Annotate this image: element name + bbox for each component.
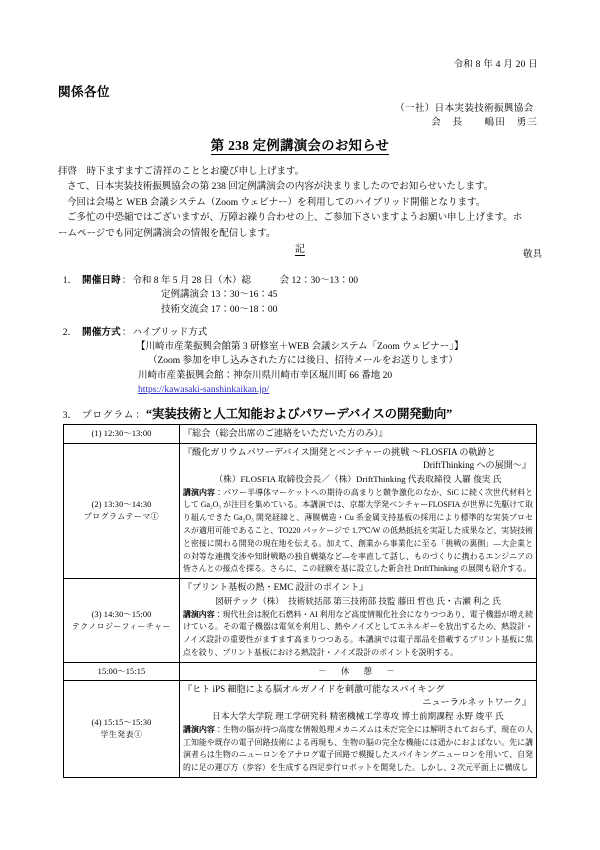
program-slot-2	[64, 443, 180, 579]
item-datetime	[58, 274, 558, 317]
table-row	[64, 443, 537, 579]
program-title-2-line1: 『酸化ガリウムパワーデバイス開発とベンチャーの挑戦 ～FLOSFIA の軌跡と	[183, 446, 496, 457]
program-title-4	[183, 683, 533, 710]
table-row	[64, 425, 537, 444]
greeting-line-4: ご多忙の中恐縮ではございますが、万障お繰り合わせの上、ご参加下さいますようお願い申し上げます。ホ	[67, 213, 523, 224]
program-title-1: 『総会（総会出席のご連絡をいただいた方のみ）』	[183, 428, 388, 438]
program-speaker-3: 図研テック（株） 技術統括部 第三技術部 技監 藤田 哲也 氏・古瀬 利之 氏	[215, 595, 501, 606]
program-slot-3	[64, 579, 180, 663]
issuer-organization: （一社）日本実装技術振興協会	[395, 103, 534, 114]
item-datetime-value: 令和 8 年 5 月 28 日（木）総 会 12：30～13：00	[132, 276, 358, 286]
table-row	[64, 680, 537, 777]
program-speaker-4: 日本大学大学院 理工学研究科 精密機械工学専攻 博士前期課程 永野 竣平 氏	[212, 711, 504, 722]
ki-mark-text: 記	[295, 244, 305, 255]
info-items	[58, 274, 558, 406]
program-title-3: 『プリント基板の熱・EMC 設計のポイント』	[183, 582, 369, 593]
program-slot-2-time: (2) 13:30～14:30	[91, 500, 152, 510]
item-program-heading	[58, 405, 452, 424]
issuer-block	[395, 102, 538, 131]
item-format-line2: 【川崎市産業振興会館第 3 研修室＋WEB 会議システム「Zoom ウェビナー」】	[136, 342, 464, 352]
program-slot-1	[64, 425, 180, 444]
item-datetime-label: 開催日時	[82, 276, 121, 286]
program-abstract-3-text: ：現代社会は脱化石燃料・AI 利用など高度情報化社会になりつつあり、電子機器が増え続けている。その電子機器は電気を利用し、熱やノイズとしてエネルギーを放出するため、熱設計・ノイズ設計の重要性がますます高まりつつある。本講演では電子部品を搭載するプリント基板に焦点を絞り、プリント基板における熱設計・ノイズ設計のポイントを説明する。	[183, 609, 533, 658]
program-abstract-4-text: ：生物の脳が持つ高度な情報処理メカニズムは未だ完全には解明されておらず、現在の人工知能や既存の電子回路技術による再現も、生物の脳の完全な機能には遥かにおよばない。先に講演者らは生物のニューロンをアナログ電子回路で模擬したスパイキングニューロンを用いて、自発的に足の運び方（歩容）を生成する四足歩行ロボットを開発した。しかし、2 次元平面上に構成し	[183, 724, 533, 773]
program-slot-4-time: (4) 15:15～15:30	[91, 718, 152, 728]
program-speaker-2: （株）FLOSFIA 取締役会長／（株）DriftThinking 代表取締役 人羅 俊実 氏	[214, 473, 502, 484]
greeting-line-1: 拝啓 時下ますますご清祥のこととお慶び申し上げます。	[58, 167, 305, 177]
program-detail-2	[180, 443, 537, 579]
program-slot-4	[64, 680, 180, 777]
program-detail-1	[180, 425, 537, 444]
item-datetime-colon: ：	[121, 276, 132, 286]
item-format-number: 2．	[62, 327, 77, 338]
program-abstract-3	[183, 609, 533, 660]
program-title-4-line1: 『ヒト iPS 細胞による脳オルガノイドを刺激可能なスパイキング	[183, 683, 445, 694]
page-title	[0, 136, 600, 156]
issuer-chairman: 会 長 嶋田 勇三	[431, 117, 538, 129]
item-format-line3: （Zoom 参加を申し込みされた方には後日、招待メールをお送りします）	[148, 356, 458, 367]
item-format-value: ハイブリッド方式	[132, 327, 208, 338]
greeting-line-5: ームページでも同定例講演会の情報を配信します。	[58, 228, 276, 239]
closing-word: 敬具	[522, 249, 542, 260]
program-abstract-2	[183, 487, 533, 577]
item-format-colon: ：	[121, 327, 132, 338]
program-slot-3-theme: テクノロジーフィーチャー	[72, 621, 171, 631]
program-abstract-4-label: 講演内容	[183, 724, 215, 734]
program-slot-4-theme: 学生発表①	[100, 730, 143, 740]
table-row-break	[64, 662, 537, 680]
item-format-label: 開催方式	[82, 327, 121, 338]
item-datetime-line3: 技術交流会 17：00～18：00	[161, 304, 278, 315]
program-title-2	[183, 446, 533, 473]
program-detail-4	[180, 680, 537, 777]
document-date: 令和 8 年 4 月 20 日	[453, 59, 538, 70]
program-slot-1-time: (1) 12:30～13:00	[91, 429, 152, 439]
item-datetime-number: 1．	[62, 276, 77, 286]
program-abstract-4	[183, 724, 533, 775]
page-title-text: 第 238 定例講演会のお知らせ	[210, 138, 390, 153]
program-abstract-2-label: 講演内容	[183, 487, 216, 497]
program-table	[63, 424, 537, 778]
item-format-line4: 川崎市産業振興会館：神奈川県川崎市幸区堀川町 66 番地 20	[138, 370, 393, 381]
program-slot-break	[64, 662, 180, 680]
program-abstract-3-label: 講演内容	[183, 609, 215, 619]
item-format	[58, 326, 558, 397]
item-program-number: 3．	[62, 411, 77, 421]
program-theme: “実装技術と人工知能およびパワーデバイスの開発動向”	[145, 407, 453, 421]
program-abstract-2-text: ：パワー半導体マーケットへの期待の高まりと競争激化のなか、SiC に続く次世代材料として Ga₂O₃ が注目を集めている。本講演では、京都大学発ベンチャーFLOSFIA が世界に先駆けて取り組んできた Ga₂O₃ 開発経緯と、薄膜構造・Cu 系金属支持基板の採用により標準的な実装プロセスが適用可能であること、TO220 パッケージで 1.7℃/W の低熱抵抗を実証した成果など、実装技術と密接に関わる開発の現在地を伝える。加えて、創業から事業化に至る「挑戦の裏側」―大企業との対等な連携交渉や知財戦略の独自構築など―を率直して話し、ものづくりに携わるエンジニアの皆さんとの接点を探る。さらに、この経験を基に設立した新会社 DriftThinking の展開も紹介する。	[183, 487, 533, 574]
item-datetime-line2: 定例講演会 13：30～16：45	[161, 290, 278, 301]
program-break-label: － 休 憩 －	[180, 662, 537, 680]
venue-website-link[interactable]: https://kawasaki-sanshinkaikan.jp/	[138, 384, 270, 395]
program-title-2-line2: DriftThinking への展開～』	[423, 460, 531, 471]
item-program-colon: ：	[135, 411, 145, 421]
program-title-4-line2: ニューラルネットワーク』	[422, 697, 531, 708]
addressee: 関係各位	[58, 85, 110, 99]
program-slot-2-theme: プログラムテーマ①	[83, 512, 160, 522]
item-program-label: プログラム	[82, 411, 135, 421]
program-slot-3-time: (3) 14:30～15:00	[91, 609, 152, 619]
table-row	[64, 579, 537, 663]
ki-mark	[0, 242, 600, 257]
greeting-line-3: 今回は会場と WEB 会議システム（Zoom ウェビナー）を利用してのハイブリッド開催となります。	[67, 197, 486, 208]
program-detail-3	[180, 579, 537, 663]
greeting-line-2: さて、日本実装技術振興協会の第 238 回定例講演会の内容が決まりましたのでお知らせいたします。	[67, 182, 494, 193]
program-slot-break-time: 15:00～15:15	[97, 666, 146, 676]
